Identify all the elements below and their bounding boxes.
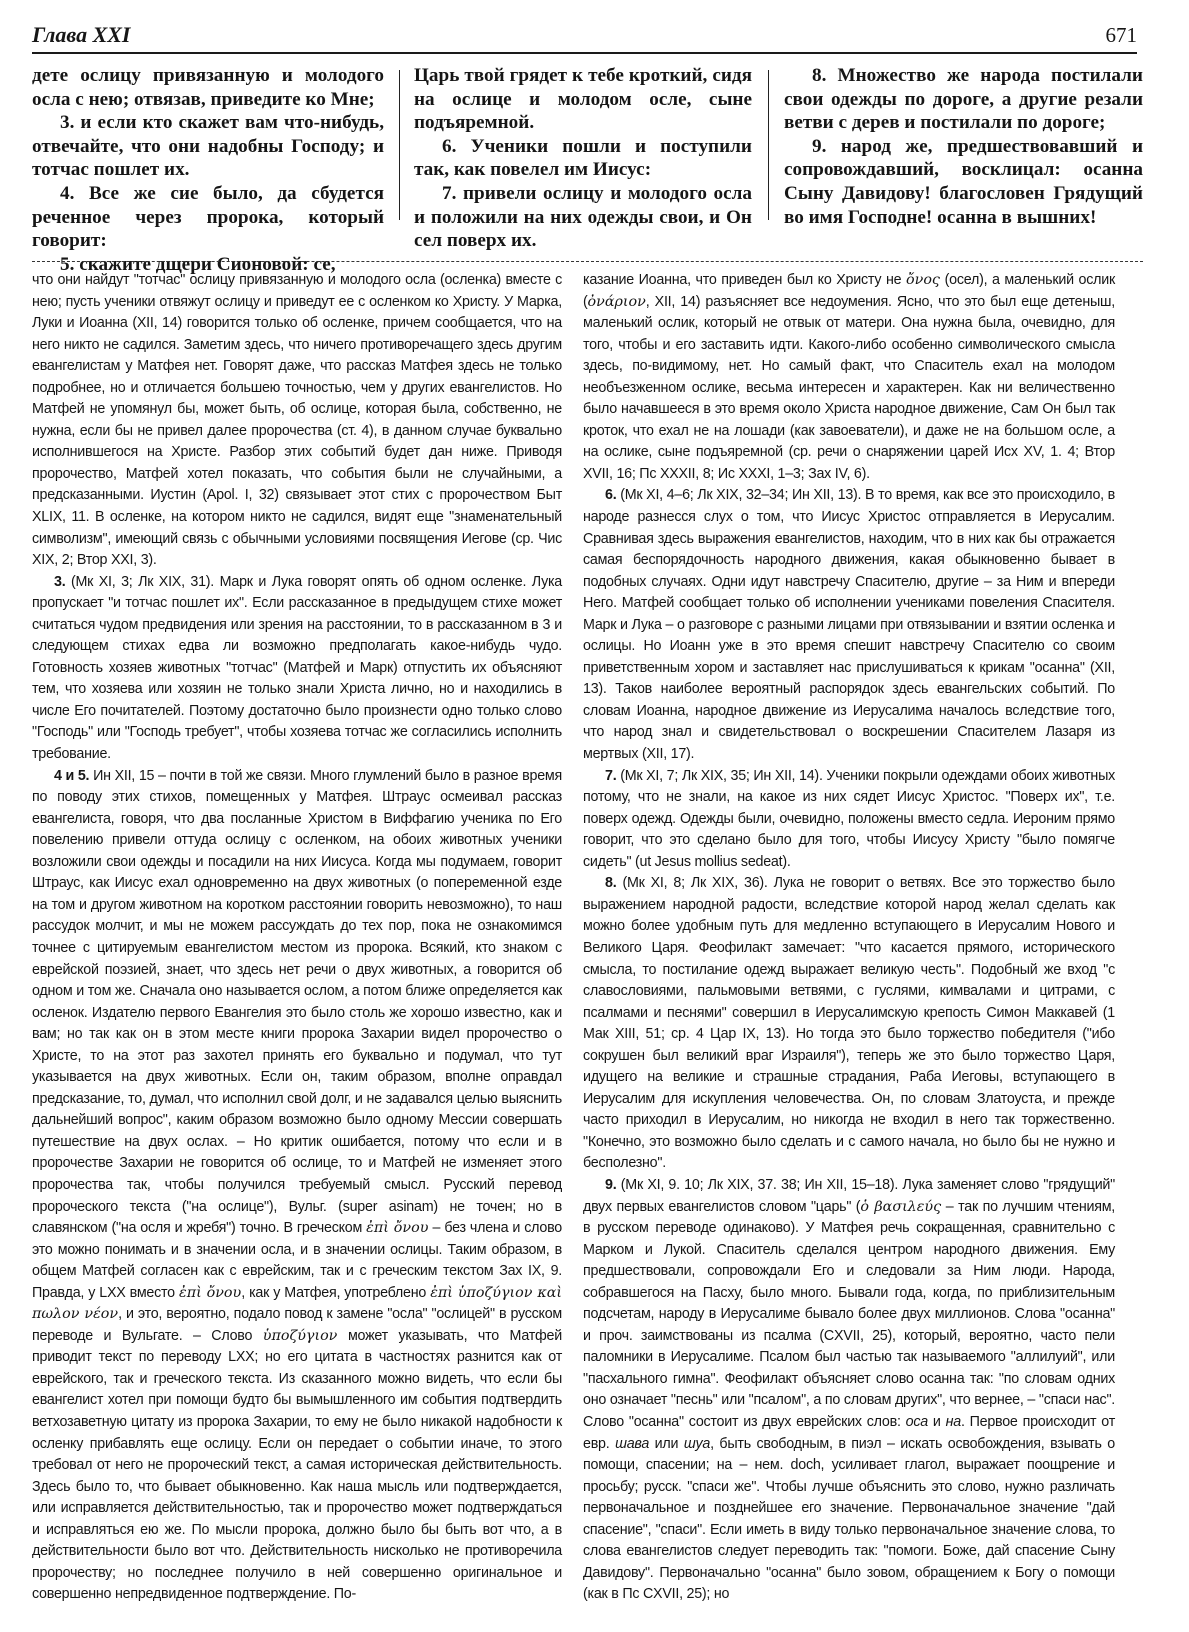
verse-text: дете ослицу привязанную и молодого осла с нею; отвязав, приведите ко Мне; bbox=[32, 65, 384, 110]
commentary-paragraph bbox=[583, 1175, 1115, 1606]
greek-term: ὀνάριον bbox=[587, 293, 646, 310]
verse-column-1 bbox=[32, 64, 384, 276]
commentary-paragraph bbox=[32, 572, 562, 766]
commentary-paragraph bbox=[32, 270, 562, 572]
paragraph-text: (осел), а маленький ослик ( bbox=[583, 272, 1115, 310]
chapter-title: Глава XXI bbox=[32, 22, 131, 47]
verse-text: Царь твой грядет к тебе кроткий, сидя на ослице и молодом осле, сыне подъяремной. bbox=[414, 65, 752, 134]
paragraph-text: (Мк XI, 7; Лк XIX, 35; Ин XII, 14). Ученики покрыли одеждами обоих животных потому, что не знали, на какое из них сядет Иисус Христос. "Поверх их", т.е. поверх одежд. Одежды были, очевидно, положены вместо седла. Иероним прямо говорит, что это сделано было для того, чтобы Иисусу Христу "было помягче сидеть" (ut Jesus mollius sedeat). bbox=[583, 767, 1115, 870]
paragraph-text: – так по лучшим чтениям, в русском переводе одинаково). У Матфея речь сокращенная, сравнительно с Марком и Лукой. Спаситель сделался центром народного движения. Ему предшествовали, сопровождали Его и следовали за Ним люди. Народа, собравшегося на Пасху, было много. Бывали года, когда, по приблизительным подсчетам, народу в Иерусалиме бывало более двух миллионов. Слова "осанна" и проч. заимствованы из псалма (CXVII, 25), который, вероятно, часто пели паломники в Иерусалиме. Псалом был частью так называемого "аллилуий", или "пасхального гимна". Феофилакт объясняет слово осанна так: "по словам одних оно означает "песнь" или "псалом", а по словам других", что вернее, – "спаси нас". Слово "осанна" состоит из двух еврейских слов: bbox=[583, 1198, 1115, 1430]
verse-number: 8. bbox=[605, 875, 617, 892]
commentary-column-2 bbox=[583, 270, 1115, 1606]
verse-number: 4 и 5. bbox=[54, 767, 90, 784]
verse-number: 9. bbox=[605, 1176, 617, 1193]
commentary-paragraph bbox=[583, 485, 1115, 765]
paragraph-text: (Мк XI, 4–6; Лк XIX, 32–34; Ин XII, 13). В то время, как все это происходило, в народе разнесся слух о том, что Иисус Христос отправляется в Иерусалим. Сравнивая здесь выражения евангелистов, находим, что в них как бы отражается самая беспорядочность народного движения, какая обыкновенно бывает в подобных случаях. Одни идут навстречу Спасителю, другие – за Ним и впереди Него. Матфей сообщает только об исполнении учениками повеления Спасителя. Марк и Лука – о разговоре с разными лицами при отвязывании и взятии осленка и ослицы. Но Иоанн уже в это время спешит навстречу Спасителю со своим приветственным хором и заставляет нас прислушиваться к крикам "осанна" (XII, 13). Таков наиболее вероятный распорядок здесь евангельских событий. По словам Иоанна, народное движение из Иерусалима началось вследствие того, что народ знал и свидетельствовал о воскрешении Спасителем Лазаря из мертвых (XII, 17). bbox=[583, 487, 1115, 763]
verse-text: 9. народ же, предшествовавший и сопровождавший, восклицал: осанна Сыну Давидову! благословен Грядущий во имя Господне! осанна в вышних! bbox=[784, 135, 1143, 228]
hebrew-term: шава bbox=[615, 1435, 650, 1452]
column-divider bbox=[768, 70, 769, 220]
verse-text: 3. и если кто скажет вам что-нибудь, отвечайте, что они надобны Господу; и тотчас пошлет их. bbox=[32, 112, 384, 181]
verse-column-2 bbox=[414, 64, 752, 253]
paragraph-text: казание Иоанна, что приведен был ко Христу не bbox=[583, 272, 907, 288]
verse-number: 7. bbox=[605, 767, 617, 784]
paragraph-text: (Мк XI, 9. 10; Лк XIX, 37. 38; Ин XII, 15–18). Лука заменяет слово "грядущий" двух первых евангелистов словом "царь" ( bbox=[583, 1176, 1115, 1215]
greek-term: ἐπὶ ὄνου bbox=[366, 1220, 429, 1237]
paragraph-text: (Мк XI, 3; Лк XIX, 31). Марк и Лука говорят опять об одном осленке. Лука пропускает "и тотчас пошлет их". Если рассказанное в предыдущем стихе может считаться чудом предвидения или зрения на расстоянии, то в рассказанном в 3 и следующем стихах едва ли возможно предполагать какое-нибудь чудо. Готовность хозяев животных "тотчас" (Матфей и Марк) отпустить их объясняют тем, что хозяева или хозяин не только знали Христа лично, но и находились в числе Его почитателей. Поэтому достаточно было произнести одно только слово "Господь" или "Господь требует", чтобы хозяева тотчас же согласились исполнить требование. bbox=[32, 573, 562, 763]
page-number: 671 bbox=[1105, 23, 1137, 47]
scripture-verses bbox=[32, 64, 1143, 275]
verse-text: 4. Все же сие было, да сбудется реченное через пророка, который говорит: bbox=[32, 182, 384, 252]
verse-text: 8. Множество же народа постилали свои одежды по дороге, а другие резали ветви с дерев и постилали по дороге; bbox=[784, 65, 1143, 134]
greek-term: ὁ βασιλεύς bbox=[860, 1198, 942, 1215]
hebrew-term: на bbox=[945, 1413, 961, 1430]
commentary-paragraph bbox=[583, 873, 1115, 1175]
column-divider bbox=[399, 70, 400, 220]
commentary-paragraph bbox=[583, 270, 1115, 485]
paragraph-text: , быть свободным, в пиэл – искать освобождения, взывать о помощи, спасении; на – нем. doch, усиливает глагол, выражает поощрение и просьбу; русск. "спаси же". Чтобы лучше объяснить это слово, нужно различать первоначальное и позднейшее его значение. Первоначальное значение "дай спасение", "спаси". Если иметь в виду только первоначальное значение слова, то слова евангелистов следует переводить так: "помоги. Боже, дай спасение Сыну Давидову". Первоначально "осанна" было зовом, обращением к Богу о помощи (как в Пс CXVII, 25); но bbox=[583, 1435, 1115, 1603]
paragraph-text: . Первое происходит от евр. bbox=[583, 1413, 1115, 1452]
greek-term: ὄνος bbox=[906, 272, 940, 288]
hebrew-term: оса bbox=[905, 1413, 928, 1430]
paragraph-text: , как у Матфея, употреблено bbox=[241, 1284, 431, 1301]
verse-text: 7. привели ослицу и молодого осла и положили на них одежды свои, и Он сел поверх их. bbox=[414, 182, 752, 252]
paragraph-text: и bbox=[927, 1413, 946, 1430]
verse-number: 6. bbox=[605, 487, 617, 504]
section-separator bbox=[32, 261, 1143, 262]
verse-number: 3. bbox=[54, 573, 66, 590]
commentary-column-1 bbox=[32, 270, 562, 1606]
greek-term: ὑποζύγιον bbox=[262, 1327, 338, 1344]
greek-term: ἐπὶ ὑποζύγιον καὶ πωλον νέον bbox=[32, 1284, 562, 1323]
paragraph-text: – без члена и слово это можно понимать и в значении осла, и в значении ослицы. Таким образом, в общем Матфей согласен как с еврейским, так и с греческим текстом Зах IX, 9. Правда, у LXX вместо bbox=[32, 1220, 562, 1301]
paragraph-text: или bbox=[649, 1435, 684, 1452]
verse-column-3 bbox=[784, 64, 1143, 229]
commentary-paragraph bbox=[32, 766, 562, 1606]
paragraph-text: что они найдут "тотчас" ослицу привязанную и молодого осла (осленка) вместе с нею; пусть ученики отвяжут ослицу и приведут ее с осленком ко Христу. У Марка, Луки и Иоанна (XII, 14) говорится только об осленке, причем сообщается, что на него никто не садился. Заметим здесь, что ничего противоречащего здесь другим евангелистам у Матфея нет. Говорят даже, что рассказ Матфея здесь не только подробнее, но и отличается большею точностью, чем у других евангелистов. Но Матфей не упомянул бы, может быть, об ослице, которая была, собственно, не нужна, если бы не привел далее пророчества (ст. 4), в данном случае буквально исполнившегося на Христе. Разбор этих событий будет дан ниже. Приводя пророчество, Матфей хотел показать, что события были не случайными, а предсказанными. Иустин (Apol. I, 32) связывает этот стих с пророчеством Быт XLIX, 11. В осленке, на котором никто не садился, видят еще "знаменательный символизм", имеющий связь с обычными условиями посвящения Иегове (ср. Чис XIX, 2; Втор XXI, 3). bbox=[32, 272, 562, 569]
commentary-paragraph bbox=[583, 766, 1115, 874]
hebrew-term: шуа bbox=[683, 1435, 711, 1452]
paragraph-text: , XII, 14) разъясняет все недоумения. Ясно, что это был еще детеныш, маленький ослик, который не отвык от матери. Она нужна была, очевидно, для того, чтобы и его заставить идти. Какого-либо особенно символического смысла здесь, по-видимому, нет. Но самый факт, что Спаситель ехал на молодом необъезженном ослике, весьма интересен и характерен. Как ни величественно было начавшееся в это время около Христа народное движение, Сам Он был так кроток, что ехал не на лошади (как завоеватели), и даже не на большом осле, а на ослике, сыне подъяремной (ср. речи о снаряжении царей Исх XV, 1. 4; Втор XVII, 16; Пс XXXII, 8; Ис XXXI, 1–3; Зах IV, 6). bbox=[583, 293, 1115, 482]
paragraph-text: (Мк XI, 8; Лк XIX, 36). Лука не говорит о ветвях. Все это торжество было выражением народной радости, вследствие которой народ желал сделать как можно более удобным путь для медленно вступающего в Иерусалим Нового и Великого Царя. Феофилакт замечает: "что касается прямого, исторического смысла, то постилание одежд выражает великую честь". Подобный же вход "с славословиями, пальмовыми ветвями, с гуслями, кимвалами и цитрами, с псалмами и песнями" совершил в Иерусалимскую крепость Симон Маккавей (1 Мак XIII, 51; ср. 4 Цар IX, 13). Но тогда это было торжество победителя ("ибо сокрушен был великий враг Израиля"), теперь же это было торжество Царя, идущего на великие и страшные страдания, Раба Иеговы, вступающего в Иерусалим для искупления человечества. Он, по словам Златоуста, и прежде часто приходил в Иерусалим, но никогда не входил в него так торжественно. "Конечно, это возможно было сделать и с самого начала, но было бы не нужно и бесполезно". bbox=[583, 875, 1115, 1172]
verse-text: 6. Ученики пошли и поступили так, как повелел им Иисус: bbox=[414, 135, 752, 181]
running-header bbox=[32, 22, 1137, 54]
paragraph-text: Ин XII, 15 – почти в той же связи. Много глумлений было в разное время по поводу этих стихов, помещенных у Матфея. Штраус осмеивал рассказ евангелиста, говоря, что два посланные Христом в Виффагию ученика по Его повелению привели оттуда ослицу с осленком, на обоих животных ученики возложили свои одежды и посадили на них Иисуса. Когда мы подумаем, говорит Штраус, как Иисус ехал одновременно на двух животных (о попеременной езде на том и другом животном на коротком расстоянии говорить невозможно), то наш рассудок молчит, и мы не можем рассуждать до тех пор, пока не ознакомимся точнее с цитируемым евангелистом местом из пророка. Всякий, кто знаком с еврейской поэзией, знает, что здесь нет речи о двух животных, а говорится об одном и том же. Сначала оно называется ослом, а потом ближе определяется как осленок. Издателю первого Евангелия это было столь же хорошо известно, как и вам; но так как он в этом месте книги пророка Захарии видел пророчество о Христе, то на этот раз захотел принять его буквально и подумал, что тут указывается на двух животных. Если он, таким образом, вполне оправдал предсказание, то, думал, что исполнил свой долг, и не задавался целью выяснить дальнейший вопрос", каким образом возможно было одному Мессии совершать путешествие на двух ослах. – Но критик ошибается, потому что если и в пророчестве Захарии не говорится об ослице, то и Матфей не изменяет этого пророчества так, чтобы получился требуемый смысл. Русский перевод пророческого текста ("на ослице"), Вульг. (super asinam) не точен; но в славянском ("на осля и жребя") точно. В греческом bbox=[32, 767, 562, 1237]
paragraph-text: , и это, вероятно, подало повод к замене "осла" "ослицей" в русском переводе и Вульгате. – Слово bbox=[32, 1306, 562, 1344]
paragraph-text: может указывать, что Матфей приводит текст по переводу LXX; но его цитата в частностях разнится как от еврейского, так и греческого текста. Из сказанного можно видеть, что если бы евангелист хотел при помощи будто бы вымышленного им события подтвердить ветхозаветную цитату из пророка Захарии, то ему не было никакой надобности к осленку прибавлять еще ослицу. Если он передает о событии иначе, то этого требовал от него не пророческий текст, а самая историческая действительность. Здесь было то, что бывает обыкновенно. Как наша мысль или подтверждается, или исправляется действительностью, так и пророчество может подтверждаться и исправляться ею же. По мысли пророка, должно было бы быть вот что, а в действительности было вот что. Действительность нисколько не противоречила пророчеству; но последнее получило в ней совершенно оригинальное и совершенно непредвиденное подтверждение. По- bbox=[32, 1327, 562, 1603]
verse-text: 5. скажите дщери Сионовой: се, bbox=[60, 253, 336, 275]
commentary bbox=[0, 270, 1189, 1630]
greek-term: ἐπὶ ὄνου bbox=[179, 1284, 242, 1301]
